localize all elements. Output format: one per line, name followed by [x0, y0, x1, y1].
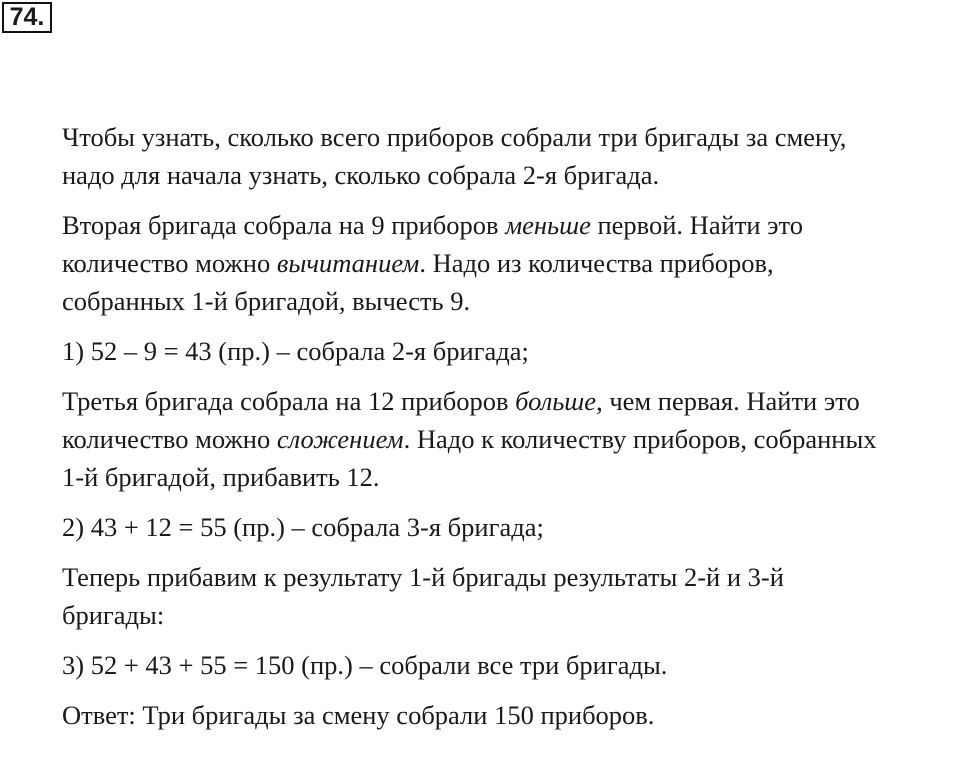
step-2-equation: 2) 43 + 12 = 55 (пр.) – собрала 3-я бригада;	[62, 512, 544, 542]
second-brigade-paragraph	[62, 206, 957, 320]
emphasis-subtraction: вычитанием	[276, 248, 420, 278]
sum-intro-paragraph	[62, 558, 957, 634]
second-brigade-line-3: собранных 1-й бригадой, вычесть 9.	[62, 286, 471, 316]
third-brigade-line-1	[62, 382, 957, 420]
second-brigade-line-2	[62, 244, 957, 282]
emphasis-more: больше	[515, 386, 597, 416]
third-brigade-paragraph	[62, 382, 957, 496]
text-fragment: Третья бригада собрала на 12 приборов	[62, 386, 516, 416]
text-fragment: Вторая бригада собрала на 9 приборов	[62, 210, 506, 240]
third-brigade-line-3: 1-й бригадой, прибавить 12.	[62, 462, 380, 492]
solution-text	[62, 118, 957, 746]
step-3-equation: 3) 52 + 43 + 55 = 150 (пр.) – собрали все три бригады.	[62, 650, 668, 680]
intro-line-1: Чтобы узнать, сколько всего приборов собрали три бригады за смену,	[62, 122, 847, 152]
sum-intro-line-1: Теперь прибавим к результату 1-й бригады результаты 2-й и 3-й	[62, 562, 784, 592]
text-fragment: . Надо к количеству приборов, собранных	[403, 424, 877, 454]
step-1-equation: 1) 52 – 9 = 43 (пр.) – собрала 2-я бригада;	[62, 336, 529, 366]
intro-paragraph	[62, 118, 957, 194]
problem-number: 74.	[9, 3, 45, 31]
emphasis-less: меньше	[505, 210, 591, 240]
intro-line-2: надо для начала узнать, сколько собрала 2-я бригада.	[62, 160, 660, 190]
text-fragment: количество можно	[62, 248, 277, 278]
text-fragment: первой. Найти это	[590, 210, 803, 240]
third-brigade-line-2	[62, 420, 957, 458]
emphasis-addition: сложением	[276, 424, 404, 454]
text-fragment: . Надо из количества приборов,	[419, 248, 774, 278]
second-brigade-line-1	[62, 206, 957, 244]
text-fragment: , чем первая. Найти это	[596, 386, 860, 416]
answer-line: Ответ: Три бригады за смену собрали 150 приборов.	[62, 700, 655, 730]
problem-number-box	[2, 2, 52, 33]
sum-intro-line-2: бригады:	[62, 600, 165, 630]
text-fragment: количество можно	[62, 424, 277, 454]
